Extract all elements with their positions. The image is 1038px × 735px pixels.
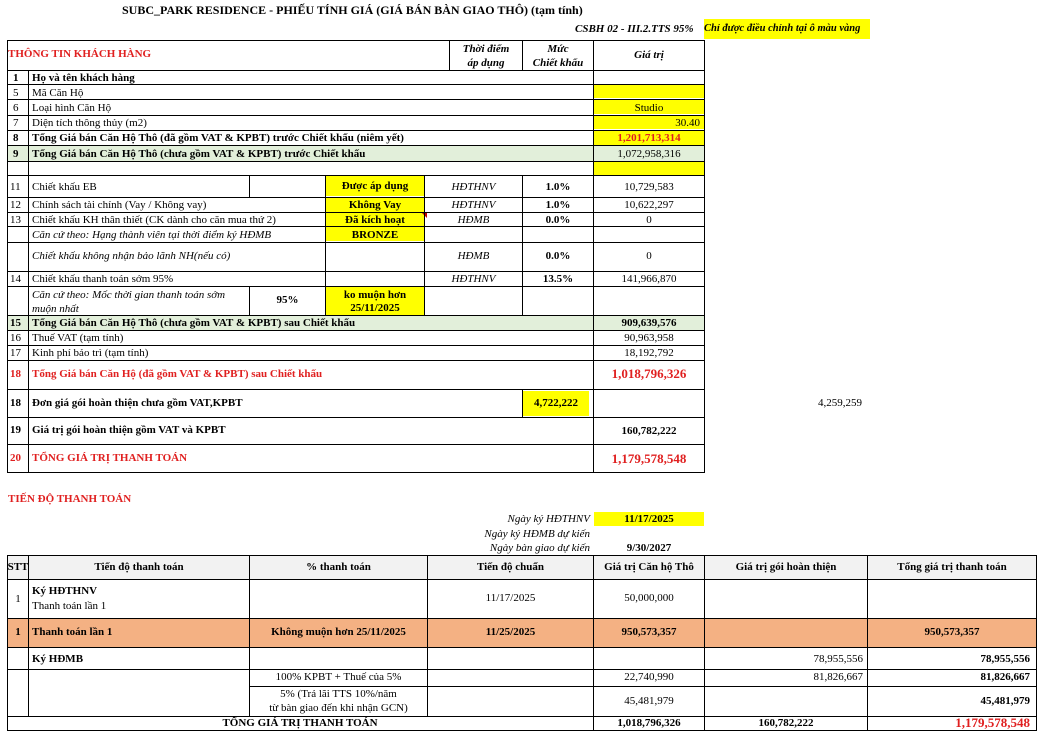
note-text: Chỉ được điều chỉnh tại ô màu vàng <box>704 23 861 34</box>
grand-total-value: 1,179,578,548 <box>611 451 687 466</box>
payment-total-label: TỔNG GIÁ TRỊ THANH TOÁN <box>222 717 378 729</box>
payment-grand-total: 1,179,578,548 <box>955 715 1030 730</box>
after-discount-total-value: 1,018,796,326 <box>611 366 687 381</box>
customer-info-header: THÔNG TIN KHÁCH HÀNG <box>8 48 152 60</box>
pre-discount-price-value: 1,072,958,316 <box>617 148 681 160</box>
unit-code-label: Mã Căn Hộ <box>32 87 84 99</box>
policy-code: CSBH 02 - III.2.TTS 95% <box>575 23 694 35</box>
col-stt: STT <box>7 561 29 573</box>
unit-type-value[interactable]: Studio <box>634 102 664 114</box>
area-value[interactable]: 30.40 <box>675 117 700 129</box>
payment-schedule-header: TIẾN ĐỘ THANH TOÁN <box>8 493 132 505</box>
list-price-value[interactable]: 1,201,713,314 <box>617 132 681 144</box>
page-title: SUBC_PARK RESIDENCE - PHIẾU TÍNH GIÁ (GIÁ BÁN BÀN GIAO THÔ) (tạm tính) <box>122 3 583 17</box>
customer-name-label: Họ và tên khách hàng <box>32 72 135 84</box>
